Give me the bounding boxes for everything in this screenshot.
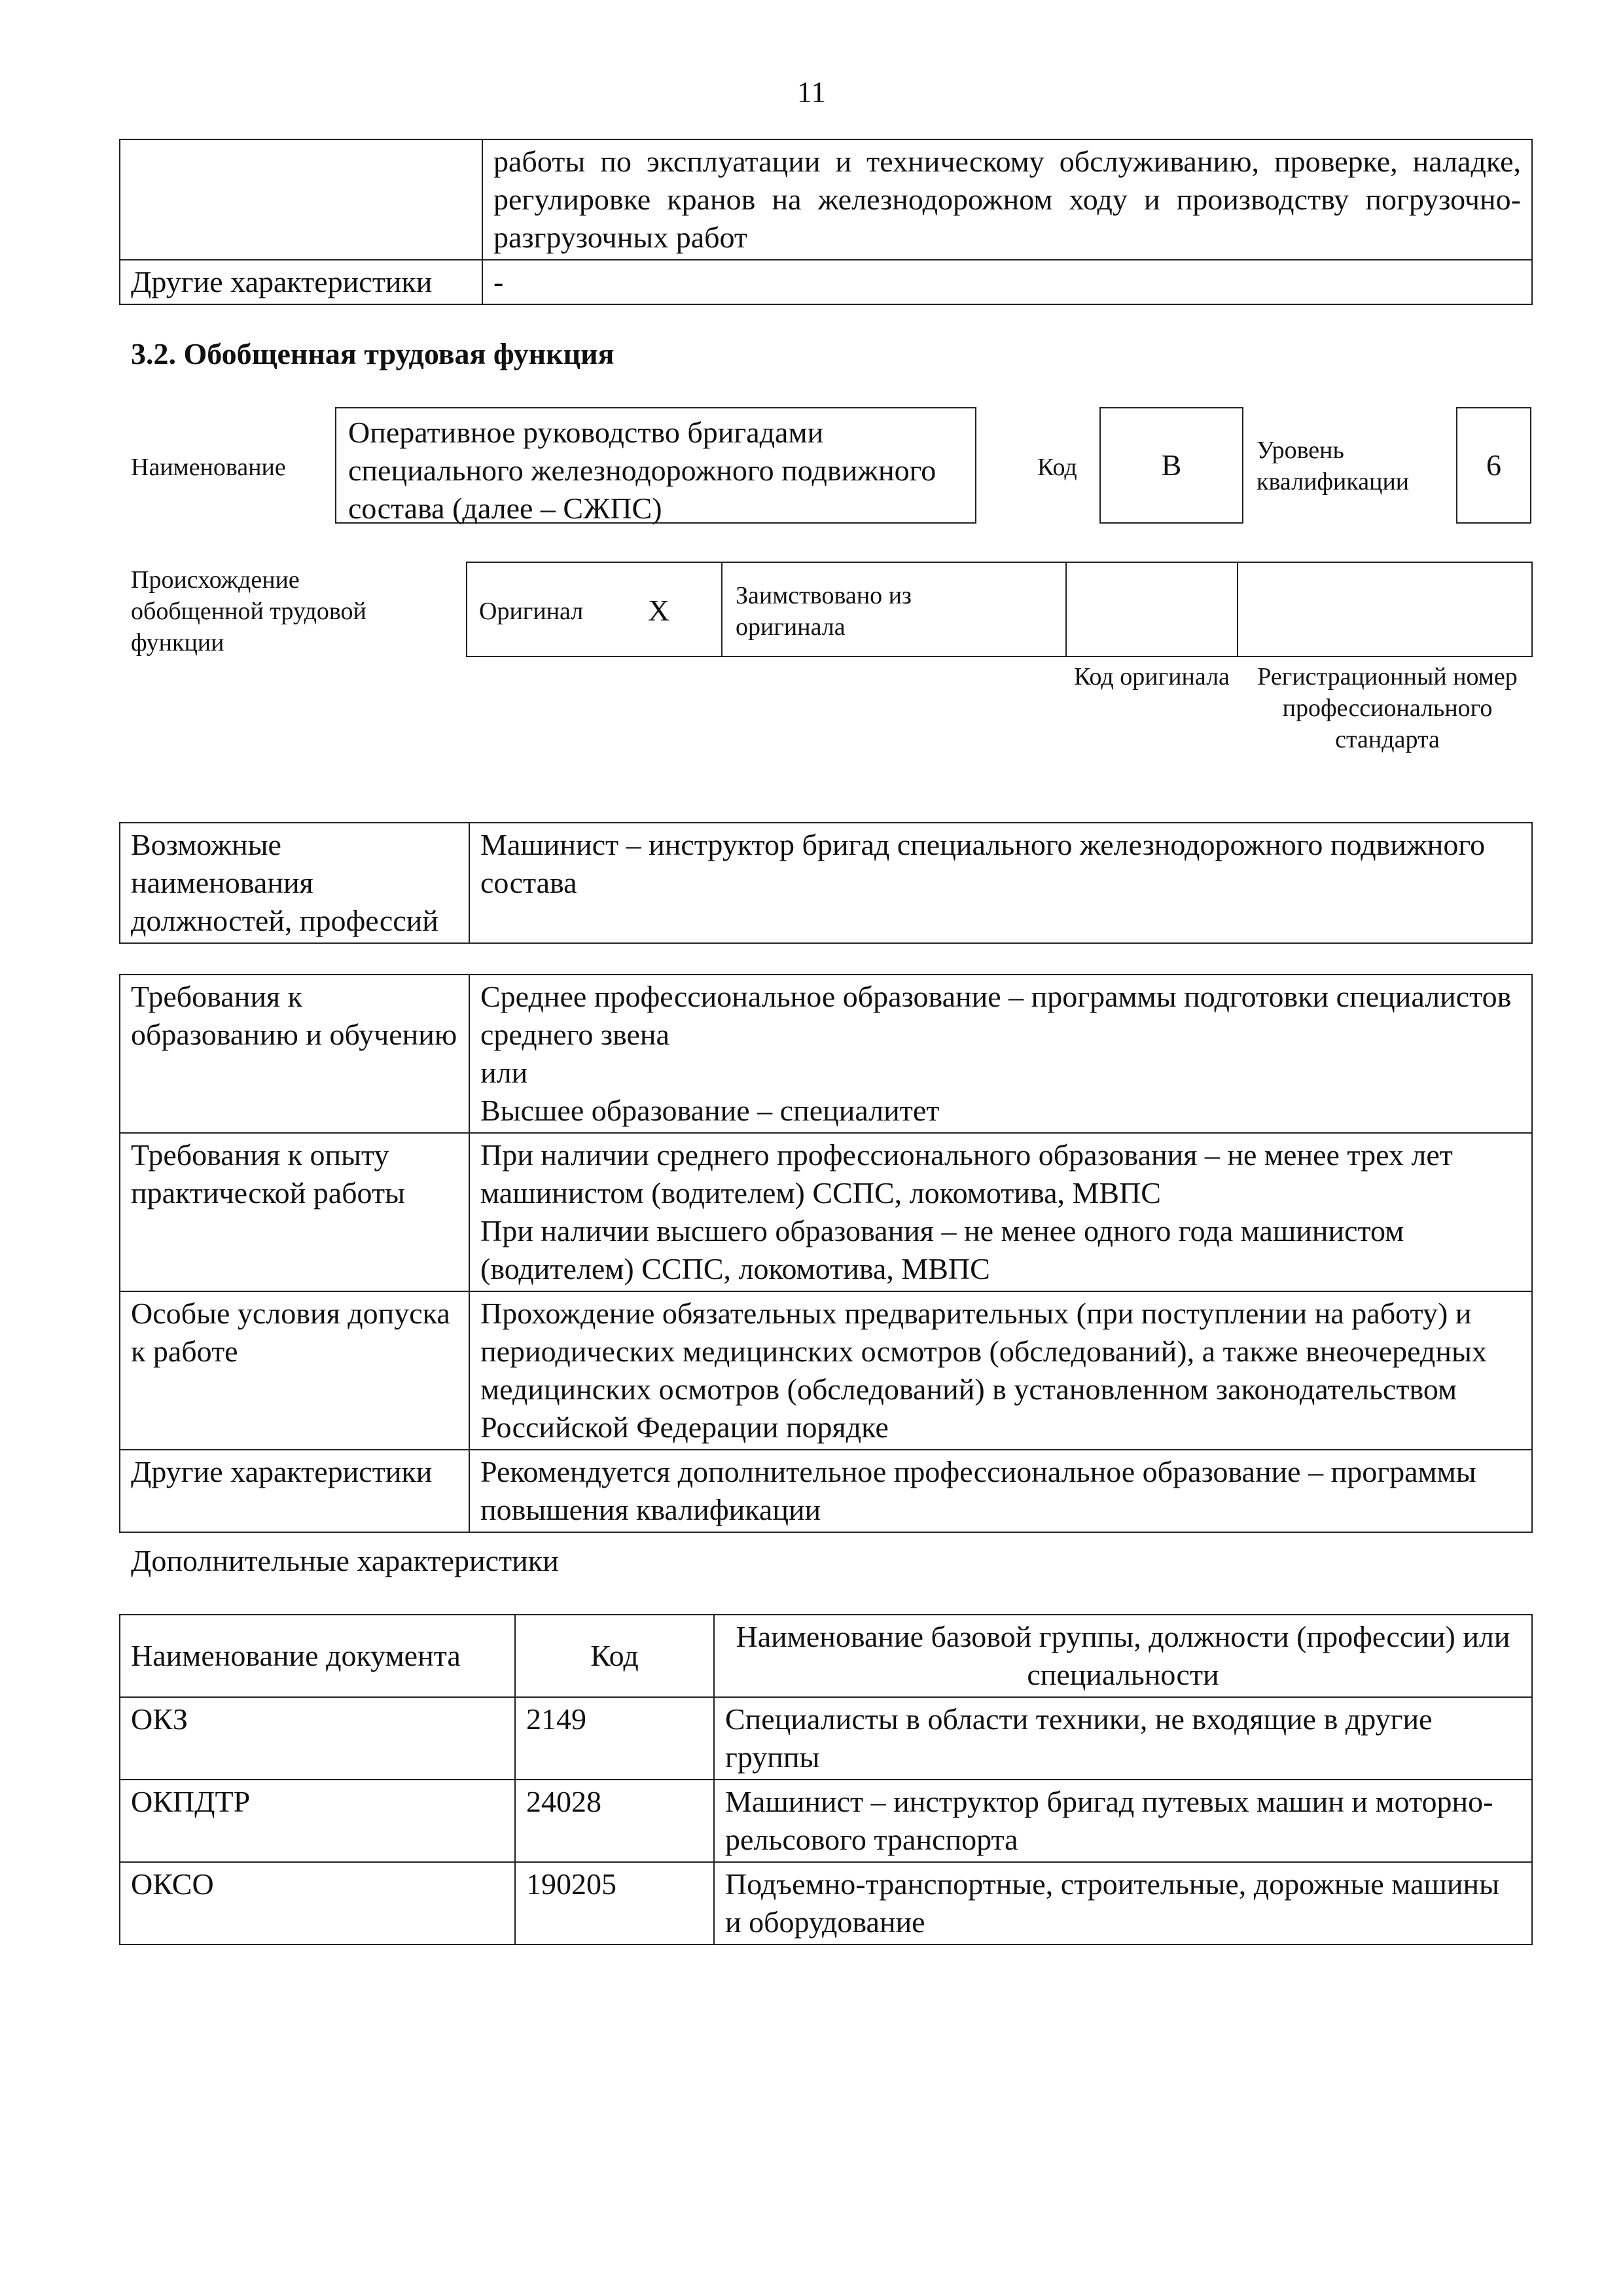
page-number: 11 bbox=[796, 75, 827, 109]
code-box bbox=[1099, 407, 1243, 524]
origin-boxes bbox=[466, 562, 1533, 657]
requirement-text: Прохождение обязательных предварительных (при поступлении на работу) и периодических медицинских осмотров (обследований), а также внеочередных медицинских осмотров (обследований) в установленном законодательством Российской Федерации порядке bbox=[469, 1291, 1532, 1450]
origin-divider-1 bbox=[721, 562, 722, 657]
cell-group: Специалисты в области техники, не входящие в другие группы bbox=[714, 1697, 1532, 1780]
cell-doc: ОКЗ bbox=[120, 1697, 515, 1780]
borrowed-label: Заимствовано из оригинала bbox=[736, 582, 912, 641]
table-row bbox=[120, 1780, 1532, 1862]
top-table-label: Другие характеристики bbox=[120, 260, 482, 304]
origin-label: Происхождение обобщенной трудовой функции bbox=[131, 566, 366, 656]
cell-code: 24028 bbox=[515, 1780, 714, 1862]
header-group: Наименование базовой группы, должности (профессии) или специальности bbox=[714, 1615, 1532, 1697]
original-mark: X bbox=[648, 594, 670, 627]
cell-group: Машинист – инструктор бригад путевых машин и моторно-рельсового транспорта bbox=[714, 1780, 1532, 1862]
top-table-value: - bbox=[482, 260, 1532, 304]
section-heading: 3.2. Обобщенная трудовая функция bbox=[131, 337, 615, 370]
reg-number-caption: Регистрационный номер профессионального стандарта bbox=[1257, 663, 1518, 753]
requirements-table bbox=[119, 974, 1533, 1533]
requirement-text: При наличии среднего профессионального образования – не менее трех лет машинистом (водителем) ССПС, локомотива, МВПС При наличии высшего образования – не менее одного года машинистом (водителем) ССПС, локомотива, МВПС bbox=[469, 1133, 1532, 1291]
requirement-row bbox=[120, 975, 1532, 1133]
positions-label: Возможные наименования должностей, профессий bbox=[120, 823, 469, 943]
requirement-row bbox=[120, 1133, 1532, 1291]
requirement-label: Особые условия допуска к работе bbox=[120, 1291, 469, 1450]
cell-group: Подъемно-транспортные, строительные, дорожные машины и оборудование bbox=[714, 1862, 1532, 1945]
cell-code: 2149 bbox=[515, 1697, 714, 1780]
level-value: 6 bbox=[1486, 448, 1501, 482]
name-box bbox=[335, 407, 976, 524]
requirement-row bbox=[120, 1291, 1532, 1450]
requirement-label: Требования к опыту практической работы bbox=[120, 1133, 469, 1291]
cell-doc: ОКСО bbox=[120, 1862, 515, 1945]
name-value: Оперативное руководство бригадами специального железнодорожного подвижного состава (далее – СЖПС) bbox=[348, 416, 936, 525]
level-box bbox=[1456, 407, 1531, 524]
original-label: Оригинал bbox=[479, 598, 584, 625]
cell-doc: ОКПДТР bbox=[120, 1780, 515, 1862]
top-table-text: работы по эксплуатации и техническому обслуживанию, проверке, наладке, регулировке кранов на железнодорожном ходу и производству погрузочно-разгрузочных работ bbox=[482, 139, 1532, 260]
cell-code: 190205 bbox=[515, 1862, 714, 1945]
requirement-text: Среднее профессиональное образование – программы подготовки специалистов среднего звена или Высшее образование – специалитет bbox=[469, 975, 1532, 1133]
level-label: Уровень квалификации bbox=[1257, 437, 1410, 495]
code-value: B bbox=[1161, 448, 1182, 482]
requirement-label: Другие характеристики bbox=[120, 1450, 469, 1532]
origin-divider-3 bbox=[1237, 562, 1238, 657]
requirement-row bbox=[120, 1450, 1532, 1532]
header-doc: Наименование документа bbox=[120, 1615, 515, 1697]
requirement-text: Рекомендуется дополнительное профессиональное образование – программы повышения квалификации bbox=[469, 1450, 1532, 1532]
positions-table bbox=[119, 822, 1533, 944]
top-table bbox=[119, 139, 1533, 305]
header-code: Код bbox=[515, 1615, 714, 1697]
additional-title: Дополнительные характеристики bbox=[131, 1544, 559, 1577]
origin-divider-2 bbox=[1065, 562, 1067, 657]
requirement-label: Требования к образованию и обучению bbox=[120, 975, 469, 1133]
code-original-caption: Код оригинала bbox=[1074, 663, 1230, 691]
table-row bbox=[120, 1862, 1532, 1945]
table-header-row bbox=[120, 1615, 1532, 1697]
name-label: Наименование bbox=[131, 454, 286, 481]
additional-table bbox=[119, 1614, 1533, 1945]
table-row bbox=[120, 1697, 1532, 1780]
code-label: Код bbox=[1037, 454, 1077, 481]
positions-value: Машинист – инструктор бригад специального железнодорожного подвижного состава bbox=[469, 823, 1532, 943]
